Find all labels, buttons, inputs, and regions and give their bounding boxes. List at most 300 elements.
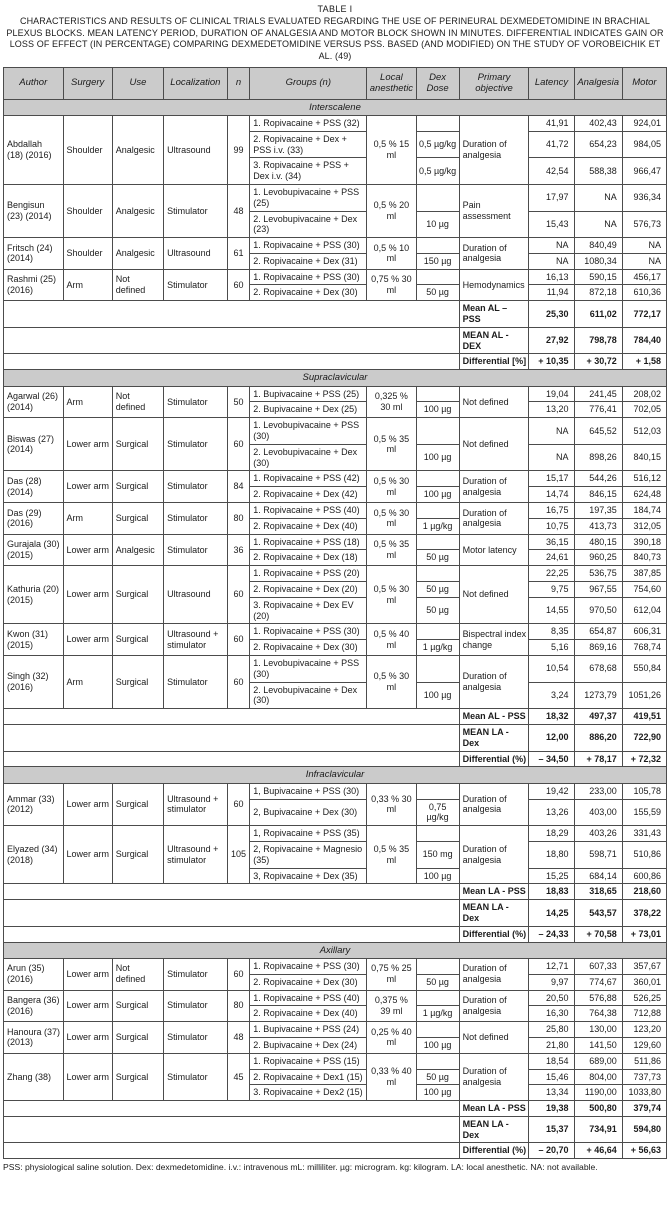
summary-analgesia-cell: 543,57 [574, 900, 622, 927]
clinical-trials-table [3, 67, 667, 1160]
summary-row [4, 301, 667, 328]
group-cell: 2. Ropivacaine + Dex (30) [250, 974, 367, 990]
summary-label-cell: Differential (%) [459, 926, 529, 942]
summary-blank-cell [4, 751, 460, 767]
section-row [4, 767, 667, 783]
analgesia-cell: 774,67 [574, 974, 622, 990]
sample-size-cell: 80 [227, 990, 250, 1022]
column-header: Local anesthetic [367, 67, 416, 99]
group-cell: 2. Ropivacaine + Dex (42) [250, 487, 367, 503]
local-anesthetic-cell: 0,33 % 40 ml [367, 1053, 416, 1100]
use-cell: Surgical [112, 1022, 163, 1054]
sample-size-cell: 99 [227, 115, 250, 184]
dex-dose-cell [416, 269, 459, 285]
localization-cell: Stimulator [164, 534, 228, 566]
header-row [4, 67, 667, 99]
study-group-row [4, 566, 667, 582]
group-cell: 2. Ropivacaine + Dex + PSS i.v. (33) [250, 131, 367, 158]
summary-row [4, 327, 667, 354]
motor-cell: 155,59 [622, 799, 666, 826]
summary-motor-cell: 419,51 [622, 709, 666, 725]
local-anesthetic-cell: 0,5 % 40 ml [367, 624, 416, 656]
surgery-cell: Lower arm [63, 1022, 112, 1054]
summary-latency-cell: – 24,33 [529, 926, 574, 942]
group-cell: 1, Ropivacaine + PSS (35) [250, 826, 367, 842]
primary-objective-cell: Not defined [459, 386, 529, 418]
author-cell: Agarwal (26) (2014) [4, 386, 64, 418]
author-cell: Das (29) (2016) [4, 503, 64, 535]
study-group-row [4, 386, 667, 402]
sample-size-cell: 60 [227, 783, 250, 825]
local-anesthetic-cell: 0,5 % 30 ml [367, 656, 416, 709]
motor-cell: 1033,80 [622, 1085, 666, 1101]
analgesia-cell: 872,18 [574, 285, 622, 301]
column-header: Dex Dose [416, 67, 459, 99]
author-cell: Bangera (36) (2016) [4, 990, 64, 1022]
motor-cell: NA [622, 238, 666, 254]
localization-cell: Stimulator [164, 1053, 228, 1100]
motor-cell: 702,05 [622, 402, 666, 418]
primary-objective-cell: Hemodynamics [459, 269, 529, 301]
author-cell: Ammar (33) (2012) [4, 783, 64, 825]
use-cell: Analgesic [112, 534, 163, 566]
study-group-row [4, 826, 667, 842]
latency-cell: 24,61 [529, 550, 574, 566]
surgery-cell: Lower arm [63, 783, 112, 825]
motor-cell: 357,67 [622, 958, 666, 974]
group-cell: 3. Ropivacaine + Dex2 (15) [250, 1085, 367, 1101]
latency-cell: 21,80 [529, 1037, 574, 1053]
motor-cell: 331,43 [622, 826, 666, 842]
summary-row [4, 724, 667, 751]
summary-latency-cell: – 20,70 [529, 1143, 574, 1159]
section-row [4, 370, 667, 386]
dex-dose-cell [416, 656, 459, 683]
latency-cell: 19,04 [529, 386, 574, 402]
motor-cell: 512,03 [622, 418, 666, 445]
analgesia-cell: 1190,00 [574, 1085, 622, 1101]
summary-blank-cell [4, 1116, 460, 1143]
summary-motor-cell: 772,17 [622, 301, 666, 328]
summary-analgesia-cell: 886,20 [574, 724, 622, 751]
sample-size-cell: 36 [227, 534, 250, 566]
analgesia-cell: 764,38 [574, 1006, 622, 1022]
dex-dose-cell: 100 µg [416, 682, 459, 709]
analgesia-cell: 804,00 [574, 1069, 622, 1085]
summary-row [4, 884, 667, 900]
table-body [4, 99, 667, 1159]
dex-dose-cell: 50 µg [416, 285, 459, 301]
summary-blank-cell [4, 1143, 460, 1159]
summary-latency-cell: – 34,50 [529, 751, 574, 767]
surgery-cell: Shoulder [63, 115, 112, 184]
summary-label-cell: MEAN LA - Dex [459, 1116, 529, 1143]
latency-cell: 10,75 [529, 518, 574, 534]
use-cell: Surgical [112, 624, 163, 656]
analgesia-cell: 241,45 [574, 386, 622, 402]
summary-label-cell: Mean AL – PSS [459, 301, 529, 328]
group-cell: 3. Ropivacaine + PSS + Dex i.v. (34) [250, 158, 367, 185]
sample-size-cell: 80 [227, 503, 250, 535]
summary-analgesia-cell: 318,65 [574, 884, 622, 900]
study-group-row [4, 471, 667, 487]
use-cell: Surgical [112, 1053, 163, 1100]
summary-motor-cell: + 72,32 [622, 751, 666, 767]
summary-motor-cell: 218,60 [622, 884, 666, 900]
motor-cell: 184,74 [622, 503, 666, 519]
group-cell: 2. Levobupivacaine + Dex (23) [250, 211, 367, 238]
dex-dose-cell [416, 1022, 459, 1038]
latency-cell: 9,97 [529, 974, 574, 990]
author-cell: Abdallah (18) (2016) [4, 115, 64, 184]
summary-latency-cell: 15,37 [529, 1116, 574, 1143]
motor-cell: 984,05 [622, 131, 666, 158]
dex-dose-cell: 100 µg [416, 444, 459, 471]
surgery-cell: Lower arm [63, 826, 112, 884]
localization-cell: Stimulator [164, 1022, 228, 1054]
latency-cell: 13,20 [529, 402, 574, 418]
table-header [4, 67, 667, 99]
motor-cell: 208,02 [622, 386, 666, 402]
primary-objective-cell: Duration of analgesia [459, 238, 529, 270]
group-cell: 1. Levobupivacaine + PSS (25) [250, 184, 367, 211]
summary-analgesia-cell: 798,78 [574, 327, 622, 354]
summary-blank-cell [4, 926, 460, 942]
localization-cell: Ultrasound + stimulator [164, 783, 228, 825]
summary-label-cell: Mean LA - PSS [459, 884, 529, 900]
sample-size-cell: 60 [227, 958, 250, 990]
analgesia-cell: 967,55 [574, 582, 622, 598]
group-cell: 2. Ropivacaine + Dex (30) [250, 640, 367, 656]
analgesia-cell: 960,25 [574, 550, 622, 566]
dex-dose-cell [416, 386, 459, 402]
section-title: Supraclavicular [4, 370, 667, 386]
sample-size-cell: 60 [227, 624, 250, 656]
local-anesthetic-cell: 0,5 % 10 ml [367, 238, 416, 270]
summary-row [4, 709, 667, 725]
summary-blank-cell [4, 301, 460, 328]
use-cell: Surgical [112, 990, 163, 1022]
motor-cell: 123,20 [622, 1022, 666, 1038]
motor-cell: 105,78 [622, 783, 666, 799]
summary-label-cell: MEAN AL - DEX [459, 327, 529, 354]
latency-cell: 41,72 [529, 131, 574, 158]
dex-dose-cell: 0,75 µg/kg [416, 799, 459, 826]
latency-cell: NA [529, 418, 574, 445]
primary-objective-cell: Bispectral index change [459, 624, 529, 656]
sample-size-cell: 50 [227, 386, 250, 418]
group-cell: 1. Ropivacaine + PSS (30) [250, 238, 367, 254]
study-group-row [4, 624, 667, 640]
author-cell: Fritsch (24) (2014) [4, 238, 64, 270]
use-cell: Not defined [112, 269, 163, 301]
motor-cell: 456,17 [622, 269, 666, 285]
author-cell: Kwon (31) (2015) [4, 624, 64, 656]
summary-row [4, 1116, 667, 1143]
localization-cell: Ultrasound [164, 566, 228, 624]
column-header: Author [4, 67, 64, 99]
primary-objective-cell: Not defined [459, 1022, 529, 1054]
dex-dose-cell: 1 µg/kg [416, 518, 459, 534]
summary-motor-cell: 378,22 [622, 900, 666, 927]
section-title: Infraclavicular [4, 767, 667, 783]
author-cell: Rashmi (25) (2016) [4, 269, 64, 301]
analgesia-cell: 970,50 [574, 597, 622, 624]
latency-cell: 14,55 [529, 597, 574, 624]
sample-size-cell: 60 [227, 656, 250, 709]
motor-cell: 390,18 [622, 534, 666, 550]
use-cell: Surgical [112, 418, 163, 471]
motor-cell: 576,73 [622, 211, 666, 238]
group-cell: 2, Ropivacaine + Magnesio (35) [250, 841, 367, 868]
primary-objective-cell: Pain assessment [459, 184, 529, 237]
localization-cell: Ultrasound [164, 238, 228, 270]
analgesia-cell: 576,88 [574, 990, 622, 1006]
analgesia-cell: 413,73 [574, 518, 622, 534]
study-group-row [4, 115, 667, 131]
local-anesthetic-cell: 0,75 % 25 ml [367, 958, 416, 990]
primary-objective-cell: Duration of analgesia [459, 115, 529, 184]
latency-cell: 16,30 [529, 1006, 574, 1022]
motor-cell: 924,01 [622, 115, 666, 131]
primary-objective-cell: Duration of analgesia [459, 503, 529, 535]
sample-size-cell: 60 [227, 566, 250, 624]
motor-cell: 511,86 [622, 1053, 666, 1069]
analgesia-cell: 654,23 [574, 131, 622, 158]
localization-cell: Ultrasound + stimulator [164, 826, 228, 884]
dex-dose-cell: 0,5 µg/kg [416, 131, 459, 158]
analgesia-cell: 141,50 [574, 1037, 622, 1053]
dex-dose-cell: 150 µg [416, 253, 459, 269]
group-cell: 1. Bupivacaine + PSS (25) [250, 386, 367, 402]
section-row [4, 99, 667, 115]
group-cell: 2. Ropivacaine + Dex (31) [250, 253, 367, 269]
surgery-cell: Lower arm [63, 471, 112, 503]
author-cell: Biswas (27) (2014) [4, 418, 64, 471]
localization-cell: Ultrasound + stimulator [164, 624, 228, 656]
sample-size-cell: 60 [227, 418, 250, 471]
group-cell: 2. Bupivacaine + Dex (25) [250, 402, 367, 418]
surgery-cell: Lower arm [63, 624, 112, 656]
motor-cell: 712,88 [622, 1006, 666, 1022]
surgery-cell: Shoulder [63, 238, 112, 270]
local-anesthetic-cell: 0,5 % 35 ml [367, 826, 416, 884]
dex-dose-cell: 100 µg [416, 1085, 459, 1101]
summary-analgesia-cell: + 78,17 [574, 751, 622, 767]
dex-dose-cell [416, 624, 459, 640]
study-group-row [4, 534, 667, 550]
local-anesthetic-cell: 0,33 % 30 ml [367, 783, 416, 825]
use-cell: Surgical [112, 826, 163, 884]
summary-row [4, 354, 667, 370]
analgesia-cell: 1273,79 [574, 682, 622, 709]
group-cell: 2. Ropivacaine + Dex (20) [250, 582, 367, 598]
primary-objective-cell: Duration of analgesia [459, 656, 529, 709]
summary-analgesia-cell: + 70,58 [574, 926, 622, 942]
analgesia-cell: 130,00 [574, 1022, 622, 1038]
study-group-row [4, 990, 667, 1006]
surgery-cell: Lower arm [63, 1053, 112, 1100]
summary-label-cell: Mean LA - PSS [459, 1101, 529, 1117]
author-cell: Kathuria (20) (2015) [4, 566, 64, 624]
group-cell: 1. Levobupivacaine + PSS (30) [250, 418, 367, 445]
sample-size-cell: 60 [227, 269, 250, 301]
column-header: Localization [164, 67, 228, 99]
sample-size-cell: 48 [227, 184, 250, 237]
surgery-cell: Arm [63, 656, 112, 709]
group-cell: 3. Ropivacaine + Dex EV (20) [250, 597, 367, 624]
surgery-cell: Arm [63, 269, 112, 301]
study-group-row [4, 783, 667, 799]
group-cell: 2. Ropivacaine + Dex (18) [250, 550, 367, 566]
local-anesthetic-cell: 0,25 % 40 ml [367, 1022, 416, 1054]
primary-objective-cell: Duration of analgesia [459, 826, 529, 884]
localization-cell: Stimulator [164, 386, 228, 418]
motor-cell: 129,60 [622, 1037, 666, 1053]
primary-objective-cell: Duration of analgesia [459, 1053, 529, 1100]
summary-motor-cell: + 73,01 [622, 926, 666, 942]
latency-cell: 18,80 [529, 841, 574, 868]
study-group-row [4, 1022, 667, 1038]
use-cell: Analgesic [112, 238, 163, 270]
surgery-cell: Arm [63, 386, 112, 418]
local-anesthetic-cell: 0,75 % 30 ml [367, 269, 416, 301]
dex-dose-cell [416, 184, 459, 211]
study-group-row [4, 184, 667, 211]
sample-size-cell: 84 [227, 471, 250, 503]
motor-cell: NA [622, 253, 666, 269]
summary-blank-cell [4, 709, 460, 725]
summary-blank-cell [4, 900, 460, 927]
group-cell: 1. Ropivacaine + PSS (20) [250, 566, 367, 582]
latency-cell: 16,75 [529, 503, 574, 519]
summary-motor-cell: 784,40 [622, 327, 666, 354]
summary-row [4, 1101, 667, 1117]
use-cell: Not defined [112, 386, 163, 418]
latency-cell: 10,54 [529, 656, 574, 683]
dex-dose-cell [416, 566, 459, 582]
latency-cell: 15,46 [529, 1069, 574, 1085]
summary-blank-cell [4, 884, 460, 900]
use-cell: Not defined [112, 958, 163, 990]
latency-cell: 20,50 [529, 990, 574, 1006]
section-row [4, 942, 667, 958]
author-cell: Elyazed (34) (2018) [4, 826, 64, 884]
summary-label-cell: MEAN LA - Dex [459, 900, 529, 927]
latency-cell: NA [529, 253, 574, 269]
column-header: n [227, 67, 250, 99]
summary-analgesia-cell: 497,37 [574, 709, 622, 725]
dex-dose-cell [416, 471, 459, 487]
motor-cell: 516,12 [622, 471, 666, 487]
use-cell: Surgical [112, 503, 163, 535]
use-cell: Surgical [112, 783, 163, 825]
group-cell: 3, Ropivacaine + Dex (35) [250, 868, 367, 884]
latency-cell: 22,25 [529, 566, 574, 582]
sample-size-cell: 105 [227, 826, 250, 884]
summary-blank-cell [4, 354, 460, 370]
table-caption-block [5, 4, 665, 63]
summary-label-cell: Differential (%) [459, 751, 529, 767]
analgesia-cell: 869,16 [574, 640, 622, 656]
dex-dose-cell: 10 µg [416, 211, 459, 238]
column-header: Analgesia [574, 67, 622, 99]
analgesia-cell: 684,14 [574, 868, 622, 884]
primary-objective-cell: Duration of analgesia [459, 958, 529, 990]
motor-cell: 840,15 [622, 444, 666, 471]
summary-analgesia-cell: + 30,72 [574, 354, 622, 370]
latency-cell: NA [529, 238, 574, 254]
summary-row [4, 926, 667, 942]
local-anesthetic-cell: 0,5 % 35 ml [367, 534, 416, 566]
analgesia-cell: 607,33 [574, 958, 622, 974]
group-cell: 2, Bupivacaine + Dex (30) [250, 799, 367, 826]
study-group-row [4, 1053, 667, 1069]
surgery-cell: Lower arm [63, 534, 112, 566]
sample-size-cell: 61 [227, 238, 250, 270]
localization-cell: Stimulator [164, 184, 228, 237]
summary-analgesia-cell: 611,02 [574, 301, 622, 328]
motor-cell: 510,86 [622, 841, 666, 868]
latency-cell: 18,54 [529, 1053, 574, 1069]
use-cell: Surgical [112, 566, 163, 624]
analgesia-cell: 898,26 [574, 444, 622, 471]
analgesia-cell: 403,00 [574, 799, 622, 826]
motor-cell: 312,05 [622, 518, 666, 534]
use-cell: Analgesic [112, 115, 163, 184]
group-cell: 2. Bupivacaine + Dex (24) [250, 1037, 367, 1053]
analgesia-cell: NA [574, 211, 622, 238]
motor-cell: 600,86 [622, 868, 666, 884]
analgesia-cell: 689,00 [574, 1053, 622, 1069]
column-header: Use [112, 67, 163, 99]
latency-cell: 36,15 [529, 534, 574, 550]
latency-cell: 3,24 [529, 682, 574, 709]
analgesia-cell: 197,35 [574, 503, 622, 519]
primary-objective-cell: Duration of analgesia [459, 471, 529, 503]
latency-cell: 8,35 [529, 624, 574, 640]
primary-objective-cell: Duration of analgesia [459, 783, 529, 825]
local-anesthetic-cell: 0,5 % 20 ml [367, 184, 416, 237]
motor-cell: 387,85 [622, 566, 666, 582]
group-cell: 1. Ropivacaine + PSS (40) [250, 503, 367, 519]
analgesia-cell: 678,68 [574, 656, 622, 683]
latency-cell: 25,80 [529, 1022, 574, 1038]
author-cell: Hanoura (37) (2013) [4, 1022, 64, 1054]
study-group-row [4, 958, 667, 974]
motor-cell: 1051,26 [622, 682, 666, 709]
latency-cell: 19,42 [529, 783, 574, 799]
surgery-cell: Lower arm [63, 958, 112, 990]
group-cell: 1. Bupivacaine + PSS (24) [250, 1022, 367, 1038]
summary-motor-cell: + 1,58 [622, 354, 666, 370]
surgery-cell: Shoulder [63, 184, 112, 237]
author-cell: Das (28) (2014) [4, 471, 64, 503]
localization-cell: Stimulator [164, 471, 228, 503]
column-header: Motor [622, 67, 666, 99]
latency-cell: 18,29 [529, 826, 574, 842]
localization-cell: Stimulator [164, 958, 228, 990]
use-cell: Surgical [112, 471, 163, 503]
motor-cell: 754,60 [622, 582, 666, 598]
latency-cell: 14,74 [529, 487, 574, 503]
dex-dose-cell: 0,5 µg/kg [416, 158, 459, 185]
dex-dose-cell [416, 115, 459, 131]
dex-dose-cell: 150 mg [416, 841, 459, 868]
latency-cell: 11,94 [529, 285, 574, 301]
localization-cell: Stimulator [164, 990, 228, 1022]
section-title: Interscalene [4, 99, 667, 115]
